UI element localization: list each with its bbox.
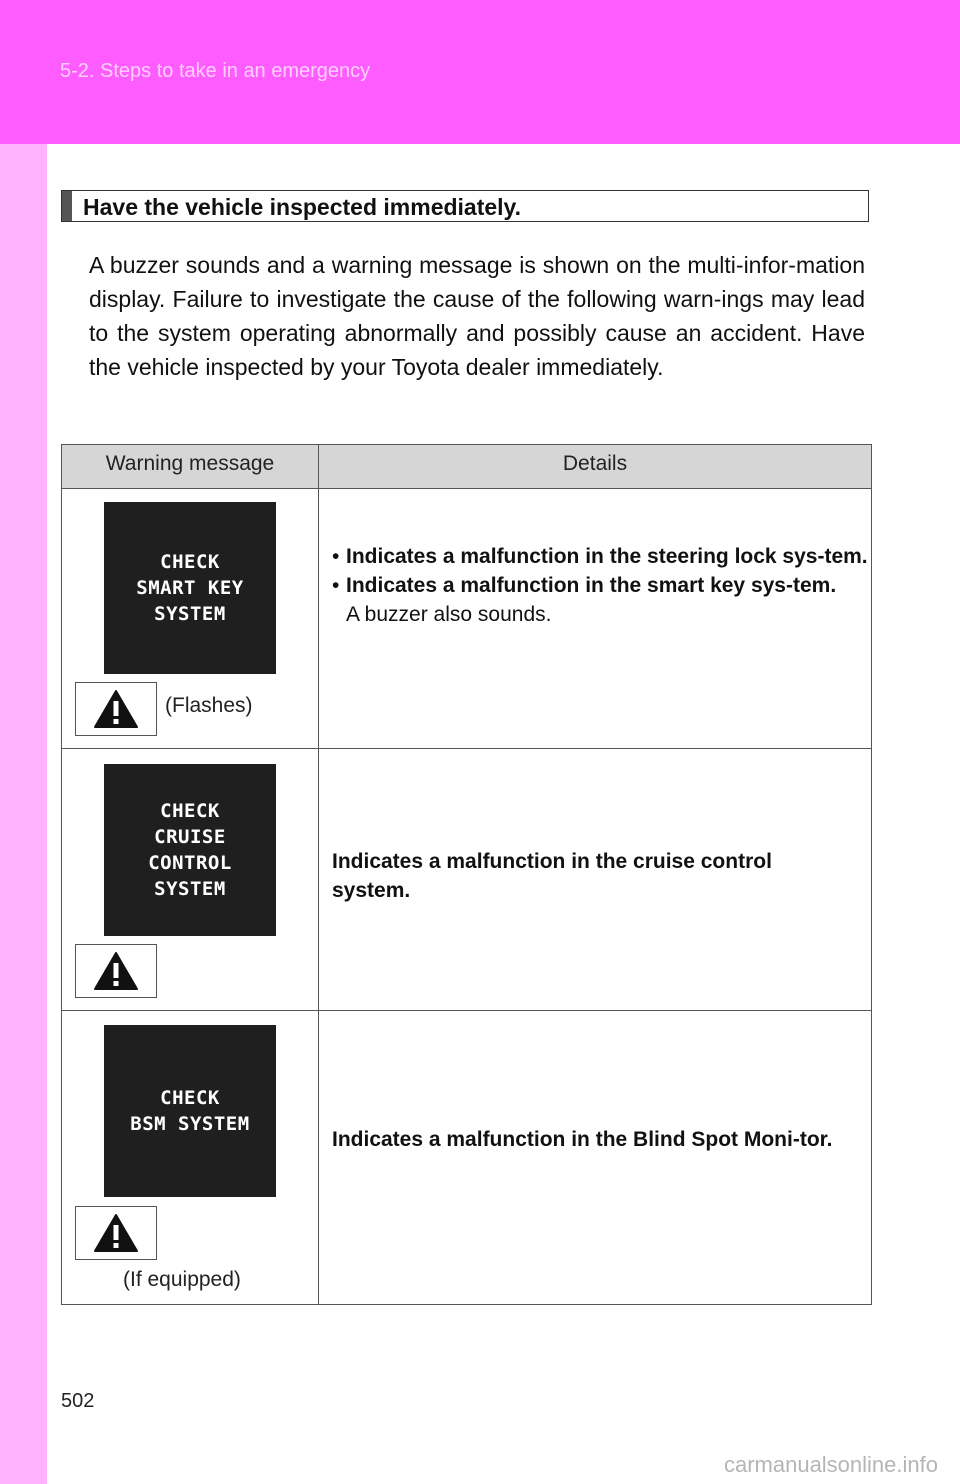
- if-equipped-note: (If equipped): [123, 1268, 241, 1291]
- details-cell: [332, 542, 872, 629]
- page-header: [0, 0, 960, 144]
- column-divider: [318, 445, 319, 1304]
- flashes-note: (Flashes): [165, 694, 253, 717]
- display-check-cruise-control: [104, 764, 276, 936]
- details-cell: Indicates a malfunction in the Blind Spot Moni-tor.: [332, 1128, 833, 1151]
- watermark: carmanualsonline.info: [723, 1452, 938, 1477]
- warning-triangle-icon: [75, 682, 157, 736]
- display-check-bsm: [104, 1025, 276, 1197]
- display-message-text: CHECK BSM SYSTEM: [130, 1087, 250, 1135]
- warning-table: [61, 444, 872, 1305]
- header-details: Details: [562, 452, 628, 475]
- side-margin-strip: [0, 144, 47, 1484]
- intro-paragraph: A buzzer sounds and a warning message is shown on the multi-infor-mation display. Failure to investigate the cause of the following warn-ings may lead to the system operating abnormally and possibly cause an accident. Have the vehicle inspected by your Toyota dealer immediately.: [89, 252, 865, 380]
- row-divider: [62, 748, 871, 749]
- warning-triangle-icon: [75, 1206, 157, 1260]
- section-title-text: Have the vehicle inspected immediately.: [83, 194, 522, 220]
- display-check-smart-key: [104, 502, 276, 674]
- header-warning-message: Warning message: [105, 452, 275, 475]
- warning-triangle-icon: [75, 944, 157, 998]
- details-cell: Indicates a malfunction in the cruise control system.: [332, 850, 772, 902]
- chapter-breadcrumb: 5-2. Steps to take in an emergency: [60, 60, 371, 82]
- detail-bullet: • Indicates a malfunction in the steering lock sys-tem.: [332, 542, 872, 571]
- display-message-text: CHECK CRUISE CONTROL SYSTEM: [148, 800, 232, 900]
- page-number: 502: [61, 1390, 95, 1412]
- section-title-bar: [62, 191, 72, 221]
- section-title: [61, 190, 869, 222]
- display-message-text: CHECK SMART KEY SYSTEM: [136, 551, 244, 625]
- detail-extra: A buzzer also sounds.: [346, 603, 552, 626]
- table-header-row: [62, 445, 871, 489]
- row-divider: [62, 1010, 871, 1011]
- detail-bullet: • Indicates a malfunction in the smart key sys-tem.: [332, 571, 872, 600]
